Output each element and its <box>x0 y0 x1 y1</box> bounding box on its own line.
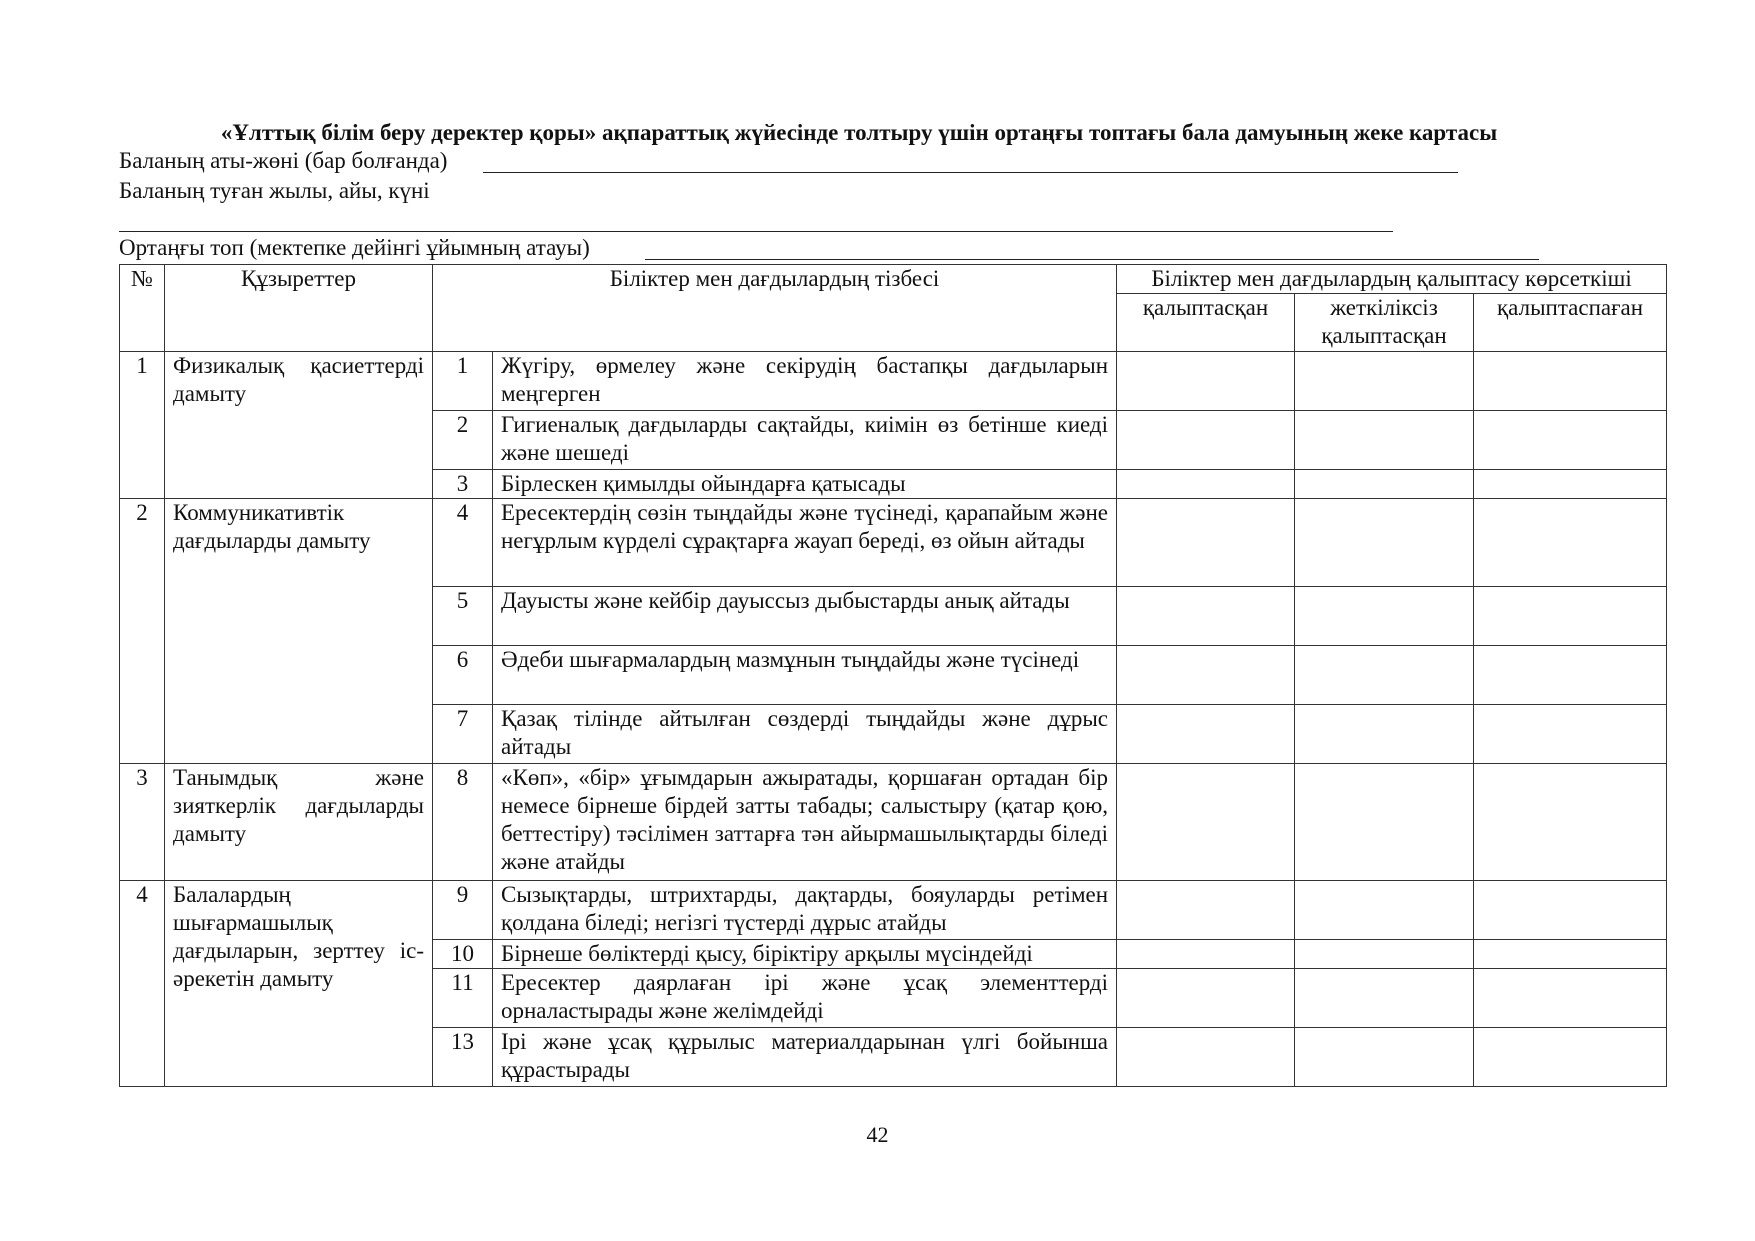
not-formed-cell[interactable] <box>1474 499 1667 587</box>
formed-cell[interactable] <box>1117 352 1295 411</box>
skill-description: Дауысты және кейбір дауыссыз дыбыстарды анық айтады <box>493 587 1117 646</box>
partly-formed-cell[interactable] <box>1295 411 1474 470</box>
skill-number: 7 <box>433 705 493 764</box>
skill-description: Әдеби шығармалардың мазмұнын тыңдайды және түсінеді <box>493 646 1117 705</box>
partly-formed-cell[interactable] <box>1295 587 1474 646</box>
formed-cell[interactable] <box>1117 499 1295 587</box>
header-competencies: Құзыреттер <box>165 265 433 352</box>
formed-cell[interactable] <box>1117 764 1295 881</box>
skill-description: Бірлескен қимылды ойындарға қатысады <box>493 470 1117 499</box>
partly-formed-cell[interactable] <box>1295 470 1474 499</box>
birth-date-label: Баланың туған жылы, айы, күні <box>119 178 430 203</box>
header-num: № <box>120 265 165 352</box>
skill-number: 11 <box>433 969 493 1028</box>
table-row <box>120 881 1667 940</box>
competency-number: 1 <box>120 352 165 499</box>
not-formed-cell[interactable] <box>1474 969 1667 1028</box>
formed-cell[interactable] <box>1117 940 1295 969</box>
table-row <box>120 352 1667 411</box>
document-title: «Ұлттық білім беру деректер қоры» ақпараттық жүйесінде толтыру үшін ортаңғы топтағы бала дамуының жеке картасы <box>220 120 1498 145</box>
skill-description: «Көп», «бір» ұғымдарын ажыратады, қоршаған ортадан бір немесе бірнеше бірдей затты табады; салыстыру (қатар қою, беттестіру) тәсілімен заттарға тән айырмашылықтарды біледі және атайды <box>493 764 1117 881</box>
skill-description: Ірі және ұсақ құрылыс материалдарынан үлгі бойынша құрастырады <box>493 1028 1117 1087</box>
group-label: Ортаңғы топ (мектепке дейінгі ұйымның атауы) <box>119 235 590 260</box>
table-row <box>120 499 1667 587</box>
skill-number: 10 <box>433 940 493 969</box>
skill-number: 3 <box>433 470 493 499</box>
child-name-label: Баланың аты-жөні (бар болғанда) <box>119 148 448 173</box>
header-formed: қалыптасқан <box>1117 294 1295 352</box>
skill-description: Қазақ тілінде айтылған сөздерді тыңдайды және дұрыс айтады <box>493 705 1117 764</box>
formed-cell[interactable] <box>1117 1028 1295 1087</box>
partly-formed-cell[interactable] <box>1295 764 1474 881</box>
child-name-line[interactable] <box>483 172 1458 173</box>
skill-description: Ересектердің сөзін тыңдайды және түсінеді, қарапайым және негұрлым күрделі сұрақтарға жауап береді, өз ойын айтады <box>493 499 1117 587</box>
not-formed-cell[interactable] <box>1474 764 1667 881</box>
table-body <box>120 352 1667 1087</box>
formed-cell[interactable] <box>1117 411 1295 470</box>
competency-number: 3 <box>120 764 165 881</box>
competency-name: Танымдық және зияткерлік дағдыларды дамыту <box>165 764 433 881</box>
not-formed-cell[interactable] <box>1474 705 1667 764</box>
skill-description: Сызықтарды, штрихтарды, дақтарды, бояуларды ретімен қолдана біледі; негізгі түстерді дұрыс атайды <box>493 881 1117 940</box>
partly-formed-cell[interactable] <box>1295 1028 1474 1087</box>
formed-cell[interactable] <box>1117 646 1295 705</box>
skill-number: 1 <box>433 352 493 411</box>
skill-number: 4 <box>433 499 493 587</box>
not-formed-cell[interactable] <box>1474 587 1667 646</box>
birth-date-line[interactable] <box>119 231 1393 232</box>
partly-formed-cell[interactable] <box>1295 705 1474 764</box>
skill-description: Бірнеше бөліктерді қысу, біріктіру арқылы мүсіндейді <box>493 940 1117 969</box>
partly-formed-cell[interactable] <box>1295 352 1474 411</box>
partly-formed-cell[interactable] <box>1295 646 1474 705</box>
formed-cell[interactable] <box>1117 969 1295 1028</box>
formed-cell[interactable] <box>1117 587 1295 646</box>
skill-number: 5 <box>433 587 493 646</box>
formed-cell[interactable] <box>1117 470 1295 499</box>
skill-description: Гигиеналық дағдыларды сақтайды, киімін өз бетінше киеді және шешеді <box>493 411 1117 470</box>
group-name-line[interactable] <box>645 259 1539 260</box>
table-row <box>120 764 1667 881</box>
skill-number: 13 <box>433 1028 493 1087</box>
not-formed-cell[interactable] <box>1474 881 1667 940</box>
formed-cell[interactable] <box>1117 705 1295 764</box>
competency-name: Балалардың шығармашылық дағдыларын, зерттеу іс-әрекетін дамыту <box>165 881 433 1087</box>
skill-number: 6 <box>433 646 493 705</box>
competency-number: 2 <box>120 499 165 764</box>
partly-formed-cell[interactable] <box>1295 940 1474 969</box>
not-formed-cell[interactable] <box>1474 411 1667 470</box>
skill-description: Жүгіру, өрмелеу және секірудің бастапқы дағдыларын меңгерген <box>493 352 1117 411</box>
partly-formed-cell[interactable] <box>1295 969 1474 1028</box>
skill-description: Ересектер даярлаған ірі және ұсақ элементтерді орналастырады және желімдейді <box>493 969 1117 1028</box>
not-formed-cell[interactable] <box>1474 352 1667 411</box>
competency-name: Физикалық қасиеттерді дамыту <box>165 352 433 499</box>
header-indicators: Біліктер мен дағдылардың қалыптасу көрсеткіші <box>1117 265 1667 294</box>
competency-name: Коммуникативтік дағдыларды дамыту <box>165 499 433 764</box>
page-number: 42 <box>866 1122 889 1147</box>
skill-number: 2 <box>433 411 493 470</box>
header-not-formed: қалыптаспаған <box>1474 294 1667 352</box>
header-skills-list: Біліктер мен дағдылардың тізбесі <box>433 265 1117 352</box>
skill-number: 9 <box>433 881 493 940</box>
partly-formed-cell[interactable] <box>1295 499 1474 587</box>
not-formed-cell[interactable] <box>1474 470 1667 499</box>
not-formed-cell[interactable] <box>1474 1028 1667 1087</box>
header-partly-formed: жеткіліксіз қалыптасқан <box>1295 294 1474 352</box>
partly-formed-cell[interactable] <box>1295 881 1474 940</box>
not-formed-cell[interactable] <box>1474 940 1667 969</box>
not-formed-cell[interactable] <box>1474 646 1667 705</box>
competency-number: 4 <box>120 881 165 1087</box>
skill-number: 8 <box>433 764 493 881</box>
development-card-table <box>119 264 1667 1087</box>
formed-cell[interactable] <box>1117 881 1295 940</box>
